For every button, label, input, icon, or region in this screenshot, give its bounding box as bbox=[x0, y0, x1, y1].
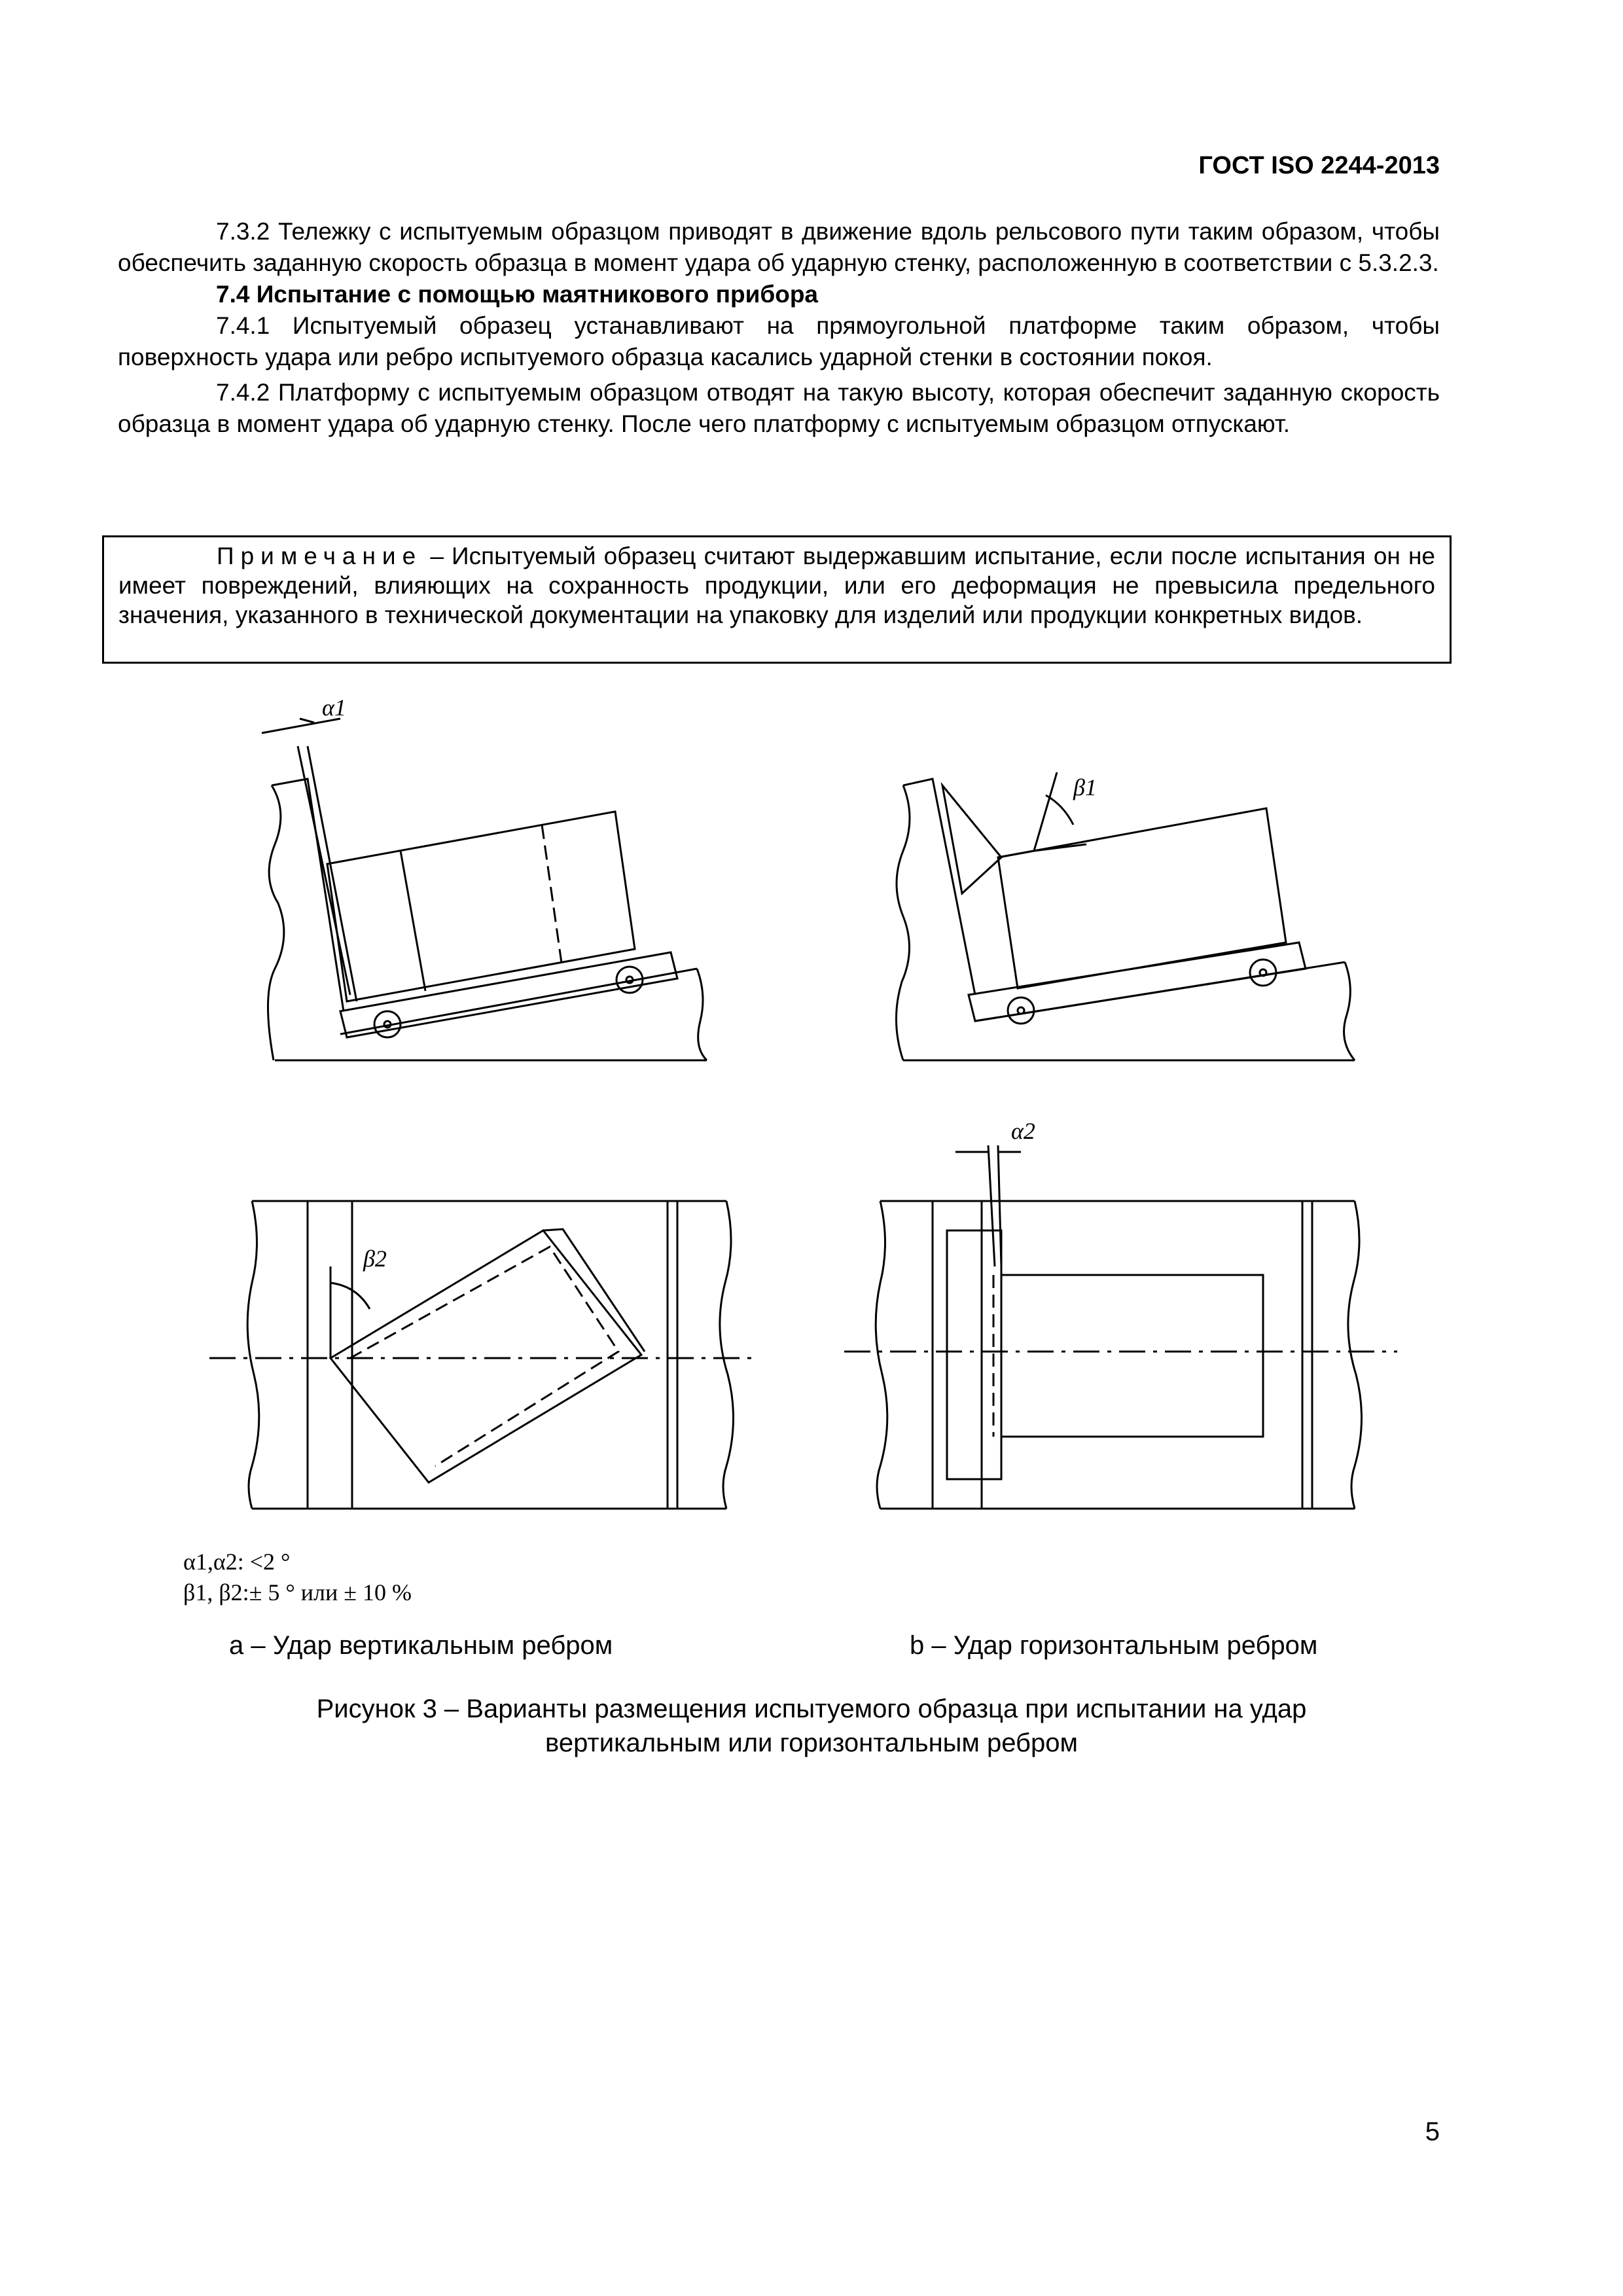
subcaption-a: a – Удар вертикальным ребром bbox=[229, 1631, 613, 1660]
legend-beta: β1, β2:± 5 ° или ± 10 % bbox=[183, 1579, 412, 1605]
paragraph-7-4-1: 7.4.1 Испытуемый образец устанавливают на прямоугольной платформе таким образом, чтобы поверхность удара или ребро испытуемого образца касались ударной стенки в состоянии покоя. bbox=[118, 312, 1440, 370]
alpha1-label: α1 bbox=[322, 694, 346, 721]
diagram-b-side-view bbox=[896, 772, 1355, 1060]
subcaption-b: b – Удар горизонтальным ребром bbox=[910, 1631, 1318, 1660]
note-label: Примечание bbox=[217, 543, 423, 569]
diagram-a-top-view bbox=[209, 1201, 759, 1509]
section-heading-7-4: 7.4 Испытание с помощью маятникового прибора bbox=[216, 281, 819, 308]
figure-caption bbox=[131, 1692, 1492, 1760]
paragraph-7-3-2: 7.3.2 Тележку с испытуемым образцом приводят в движение вдоль рельсового пути таким образом, чтобы обеспечить заданную скорость образца в момент удара об ударную стенку, расположенную в соответствии с 5.3.2.3. bbox=[118, 218, 1440, 276]
beta2-label: β2 bbox=[363, 1246, 387, 1272]
note-text: – Испытуемый образец считают выдержавшим испытание, если после испытания он не имеет повреждений, влияющих на сохранность продукции, или его деформация не превысила предельного значения, указанного в технической документации на упаковку для изделий или продукции конкретных видов. bbox=[118, 543, 1435, 628]
diagram-a-side-view bbox=[262, 719, 707, 1060]
alpha2-label: α2 bbox=[1011, 1118, 1035, 1144]
document-id: ГОСТ ISO 2244-2013 bbox=[1198, 152, 1440, 179]
legend-alpha: α1,α2: <2 ° bbox=[183, 1549, 291, 1575]
page-number: 5 bbox=[1425, 2117, 1440, 2146]
figure-caption-line1: Рисунок 3 – Варианты размещения испытуемого образца при испытании на удар bbox=[316, 1695, 1307, 1723]
paragraph-7-4-2: 7.4.2 Платформу с испытуемым образцом отводят на такую высоту, которая обеспечит заданную скорость образца в момент удара об ударную стенку. После чего платформу с испытуемым образцом отпускают. bbox=[118, 379, 1440, 437]
beta1-label: β1 bbox=[1073, 774, 1097, 800]
diagram-b-top-view bbox=[844, 1145, 1397, 1509]
figure-caption-line2: вертикальным или горизонтальным ребром bbox=[545, 1729, 1078, 1757]
